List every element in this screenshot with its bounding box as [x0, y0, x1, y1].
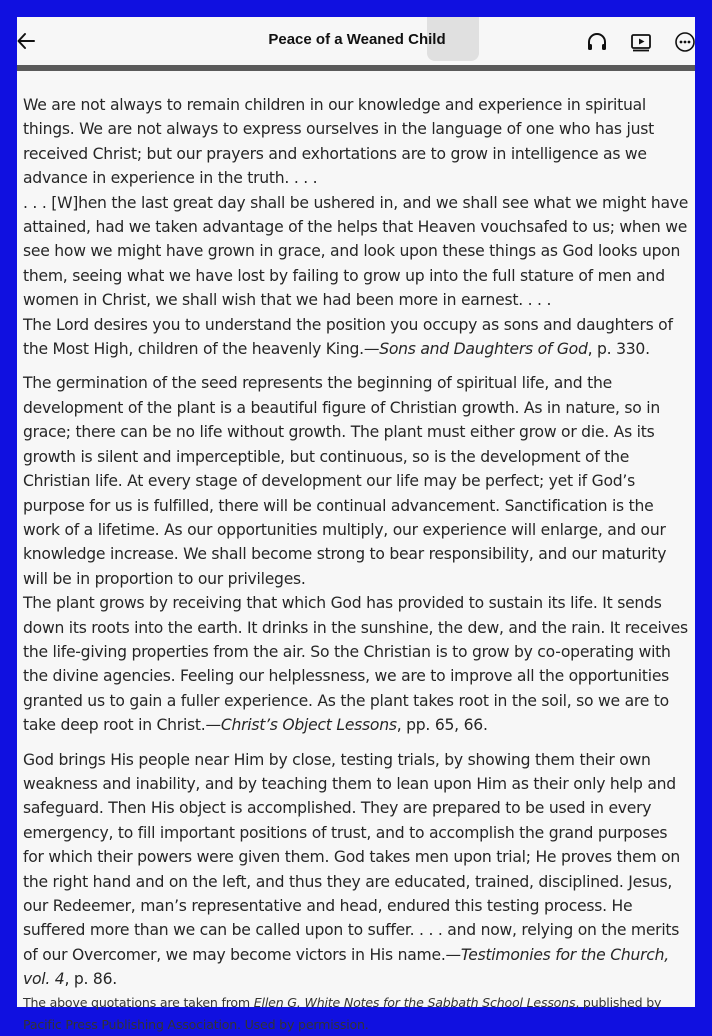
back-button[interactable] — [17, 29, 37, 53]
paragraph: The Lord desires you to understand the position you occupy as sons and daughters of the Most High, children of the heavenly King.—Sons and Daughters of God, p. 330. — [23, 315, 673, 359]
footnote: The above quotations are taken from Ellen G. White Notes for the Sabbath School Lessons, published by Pacific Press Publishing Association. Used by permission. — [23, 994, 662, 1032]
paragraph: . . . [W]hen the last great day shall be ushered in, and we shall see what we might have attained, had we taken advantage of the helps that Heaven vouchsafed to us; when we see how we might have grown in grace, and look upon these things as God looks upon them, seeing what we have lost by failing to grow up into the full stature of men and women in Christ, we shall wish that we had been more in earnest. . . . — [23, 193, 689, 310]
video-button[interactable] — [629, 30, 653, 54]
source-title: Christ’s Object Lessons — [220, 716, 397, 735]
paragraph: The germination of the seed represents the beginning of spiritual life, and the development of the plant is a beautiful figure of Christian growth. As in nature, so in grace; there can be no life without growth. The plant must either grow or die. As its growth is silent and imperceptible, but continuous, so is the development of the Christian life. At every stage of development our life may be perfect; yet if God’s purpose for us is fulfilled, there will be continual advancement. Sanctification is the work of a lifetime. As our opportunities multiply, our experience will enlarge, and our knowledge increase. We shall become strong to bear responsibility, and our maturity will be in proportion to our privileges. — [23, 374, 667, 588]
reading-progress-bar — [17, 65, 695, 71]
paragraph: God brings His people near Him by close, testing trials, by showing them their own weakness and inability, and by teaching them to lean upon Him as their only help and safeguard. Then His object is accomplished. They are prepared to be used in every emergency, to fill important positions of trust, and to accomplish the grand purposes for which their powers were given them. God takes men upon trial; He proves them on the right hand and on the left, and thus they are educated, trained, disciplined. Jesus, our Redeemer, man’s representative and head, endured this testing process. He suffered more than we can be called upon to suffer. . . . and now, relying on the merits of our Overcomer, we may become victors in His name.—Testimonies for the Church, vol. 4, p. 86. — [23, 750, 681, 989]
page-title: Peace of a Weaned Child — [268, 31, 446, 48]
arrow-left-icon — [17, 32, 35, 50]
footnote-source: Ellen G. White Notes for the Sabbath School Lessons — [253, 994, 576, 1010]
headphones-icon — [586, 31, 608, 53]
reader-screen — [17, 17, 695, 1032]
reading-progress-fill — [17, 65, 695, 71]
top-bar — [17, 17, 695, 65]
paragraph: We are not always to remain children in our knowledge and experience in spiritual things. We are not always to express ourselves in the language of one who has just received Christ; but our prayers and exhortations are to grow in intelligence as we advance in experience in the truth. . . . — [23, 96, 654, 188]
more-button[interactable] — [673, 30, 697, 54]
source-title: Sons and Daughters of God — [379, 340, 588, 359]
audio-button[interactable] — [585, 30, 609, 54]
paragraph: The plant grows by receiving that which God has provided to sustain its life. It sends down its roots into the earth. It drinks in the sunshine, the dew, and the rain. It receives the life-giving properties from the air. So the Christian is to grow by co-operating with the divine agencies. Feeling our helplessness, we are to improve all the opportunities granted us to gain a fuller experience. As the plant takes root in the soil, so we are to take deep root in Christ.—Christ’s Object Lessons, pp. 65, 66. — [23, 594, 688, 735]
lesson-content — [23, 93, 691, 1036]
play-screen-icon — [630, 31, 652, 53]
more-horizontal-icon — [674, 31, 696, 53]
source-title: Testimonies for the Church, vol. 4 — [23, 945, 669, 989]
